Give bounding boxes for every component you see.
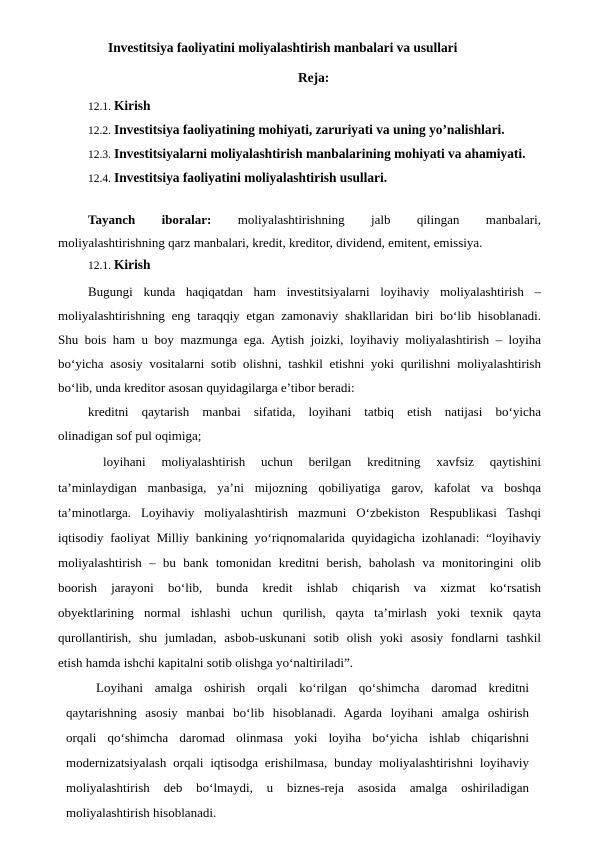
paragraph-line: loyihani moliyalashtirish uchun berilgan kreditning xavfsiz qaytishini [103,454,541,469]
paragraph-line: moliyalashtirish deb bo‘lmaydi, u biznes-reja asosida amalga oshiriladigan [66,780,529,795]
paragraph-line: etish hamda ishchi kapitalni sotib olishga yo‘naltiriladi”. [58,655,353,670]
paragraph-line: Shu bois ham u boy mazmunga ega. Aytish joizki, loyihaviy moliyalashtirish – loyiha [58,332,541,347]
paragraph-line: Loyihani amalga oshirish orqali ko‘rilgan qo‘shimcha daromad kreditni [96,680,529,695]
paragraph-line: olinadigan sof pul oqimiga; [58,428,202,443]
section-heading: 12.1. Kirish [88,257,151,272]
paragraph-line: bo‘yicha asosiy vositalarni sotib olishni, tashkil etishni yoki qurilishni moliyalashtirish [58,356,541,371]
paragraph-line: bo‘lib, unda kreditor asosan quyidagilarga e’tibor beradi: [58,380,355,395]
paragraph-line: qaytarishning asosiy manbai bo‘lib hisoblanadi. Agarda loyihani amalga oshirish [66,705,529,720]
paragraph-line: ta’minlaydigan manbasiga, ya’ni mijozning qobiliyatiga garov, kafolat va boshqa [58,480,541,495]
paragraph-line: orqali qo‘shimcha daromad olinmasa yoki loyiha bo‘yicha ishlab chiqarishni [66,730,529,745]
toc-item: 12.4. Investitsiya faoliyatini moliyalashtirish usullari. [88,170,388,185]
toc-item: 12.3. Investitsiyalarni moliyalashtirish manbalarining mohiyati va ahamiyati. [88,146,526,161]
toc-item: 12.1. Kirish [88,98,151,113]
paragraph-line: moliyalashtirishning eng taraqqiy etgan zamonaviy shakllaridan biri bo‘lib hisoblanadi. [58,308,541,323]
keywords-label: Tayanch [88,212,136,227]
toc-item: 12.2. Investitsiya faoliyatining mohiyati, zaruriyati va uning yo’nalishlari. [88,122,505,137]
paragraph-line: boorish jarayoni bo‘lib, bunda kredit ishlab chiqarish va xizmat ko‘rsatish [58,580,541,595]
paragraph-line: modernizatsiyalash orqali iqtisodga erishilmasa, bunday moliyalashtirishni loyihaviy [66,755,529,770]
paragraph-line: Bugungi kunda haqiqatdan ham investitsiyalarni loyihaviy moliyalashtirish – [88,284,541,299]
paragraph-line: ta’minotlarga. Loyihaviy moliyalashtirish mazmuni O‘zbekiston Respublikasi Tashqi [58,505,541,520]
paragraph-line: iqtisodiy faoliyat Milliy bankining yo‘riqnomalarida quyidagicha izohlanadi: “loyihaviy [58,530,541,545]
paragraph-line: qurollantirish, shu jumladan, asbob-uskunani sotib olish yoki asosiy fondlarni tashkil [58,630,541,645]
keywords-list: moliyalashtirishning qarz manbalari, kredit, kreditor, dividend, emitent, emissiya. [58,235,483,250]
paragraph-line: moliyalashtirish – bu bank tomonidan kreditni berish, baholash va monitoringini olib [58,555,541,570]
paragraph-line: obyektlarining normal ishlashi uchun qurilish, qayta ta’mirlash yoki texnik qayta [58,605,541,620]
keywords-label: iboralar: [161,212,212,227]
paragraph-line: kreditni qaytarish manbai sifatida, loyihani tatbiq etish natijasi bo‘yicha [88,404,541,419]
paragraph-line: moliyalashtirish hisoblanadi. [66,805,217,820]
keywords-line: Tayanch iboralar: moliyalashtirishning jalb qilingan manbalari, [88,210,541,230]
